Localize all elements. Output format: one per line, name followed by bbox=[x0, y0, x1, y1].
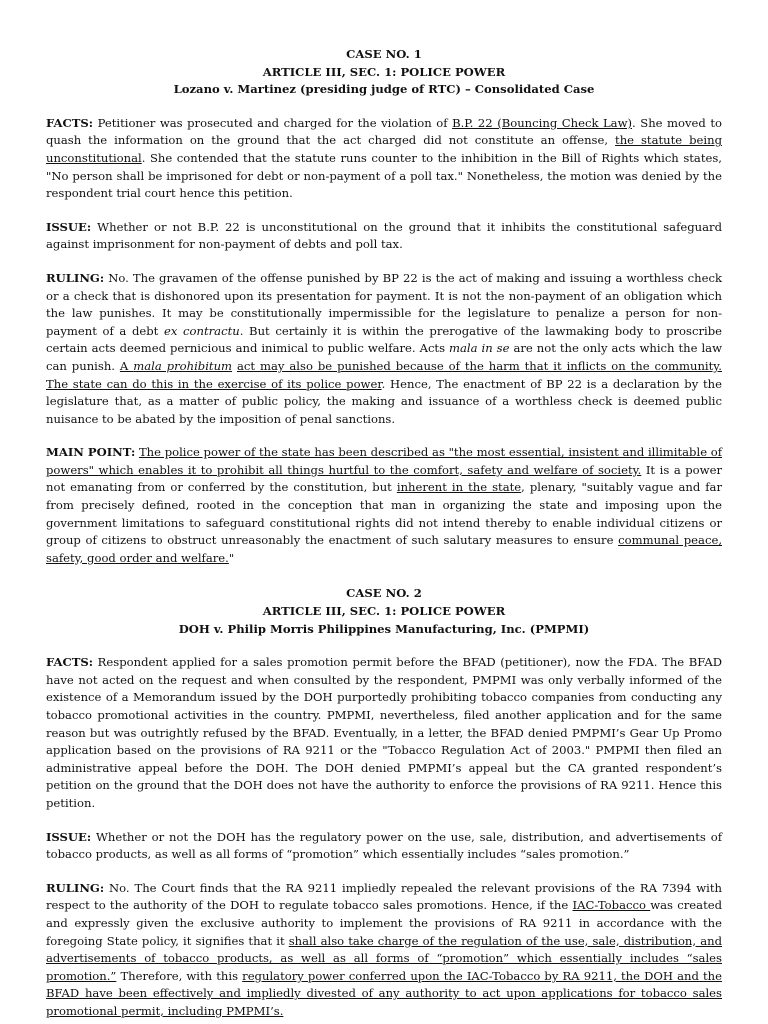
underlined-text: shall also take charge of the regulation of the use, sale, distribution, and advertisements of tobacco products, as well as all forms of “promotion” which essentially includes “sales promotion.” bbox=[46, 933, 722, 983]
case-1-number: CASE NO. 1 bbox=[346, 47, 422, 61]
underlined-text: B.P. 22 (Bouncing Check Law) bbox=[452, 115, 633, 130]
ruling-label: RULING: bbox=[46, 880, 105, 895]
underlined-text: act may also be punished because of the harm that it inflicts on the community. The state can do this in the exercise of its police power bbox=[46, 358, 722, 391]
underlined-text: inherent in the state bbox=[396, 480, 522, 495]
case-1-heading bbox=[46, 46, 722, 99]
underlined-text: The police power of the state has been described as "the most essential, insistent and illimitable of powers" which enables it to prohibit all things hurtful to the comfort, safety and welfare of society. bbox=[46, 445, 723, 477]
underlined-text: regulatory power conferred upon the IAC-Tobacco by RA 9211, the DOH and the BFAD have been effectively and impliedly divested of any authority to act upon applications for tobacco sales promotional permit, including PMPMI’s. bbox=[46, 968, 723, 1018]
case-2-facts: FACTS: Respondent applied for a sales promotion permit before the BFAD (petitioner), now the FDA. The BFAD have not acted on the request and when consulted by the respondent, PMPMI was only verbally informed of the existence of a Memorandum issued by the DOH purportedly prohibiting tobacco companies from conducting any tobacco promotional activities in the country. PMPMI, nevertheless, filed another application and for the same reason but was outrightly refused by the BFAD. Eventually, in a letter, the BFAD denied PMPMI’s Gear Up Promo application based on the provisions of RA 9211 or the "Tobacco Regulation Act of 2003." PMPMI then filed an administrative appeal before the DOH. The DOH denied PMPMI’s appeal but the CA granted respondent’s petition on the ground that the DOH does not have the authority to enforce the provisions of RA 9211. Hence this petition. bbox=[46, 655, 722, 810]
issue-label: ISSUE: bbox=[46, 219, 92, 234]
case-1-main-point: MAIN POINT: The police power of the state has been described as "the most essential, insistent and illimitable of powers" which enables it to prohibit all things hurtful to the comfort, safety and welfare of society. It is a power not emanating from or conferred by the constitution, but inherent in the state, plenary, "suitably vague and far from precisely defined, rooted in the conception that man in organizing the state and imposing upon the government limitations to safeguard constitutional rights did not intend thereby to enable individual citizens or group of citizens to obstruct unreasonably the enactment of such salutary measures to ensure communal peace, safety, good order and welfare." bbox=[46, 445, 723, 565]
case-2-title: DOH v. Philip Morris Philippines Manufacturing, Inc. (PMPMI) bbox=[178, 621, 590, 636]
case-2-ruling: RULING: No. The Court finds that the RA 9211 impliedly repealed the relevant provisions of the RA 7394 with respect to the authority of the DOH to regulate tobacco sales promotions. Hence, if the IAC-Tobacco was created and expressly given the exclusive authority to implement the provisions of RA 9211 in accordance with the foregoing State policy, it signifies that it shall also take charge of the regulation of the use, sale, distribution, and advertisements of tobacco products, as well as all forms of “promotion” which essentially includes “sales promotion.” Therefore, with this regulatory power conferred upon the IAC-Tobacco by RA 9211, the DOH and the BFAD have been effectively and impliedly divested of any authority to act upon applications for tobacco sales promotional permit, including PMPMI’s. bbox=[46, 880, 723, 1018]
case-1-article: ARTICLE III, SEC. 1: POLICE POWER bbox=[262, 64, 506, 79]
underlined-text: the statute being unconstitutional bbox=[46, 133, 723, 165]
italic-text: ex contractu bbox=[164, 323, 240, 338]
case-2-heading bbox=[46, 585, 722, 638]
case-2-issue: ISSUE: Whether or not the DOH has the regulatory power on the use, sale, distribution, and advertisements of tobacco products, as well as all forms of “promotion” which essentially includes “sales promotion.” bbox=[46, 829, 722, 862]
case-2-article: ARTICLE III, SEC. 1: POLICE POWER bbox=[262, 604, 506, 619]
issue-label: ISSUE: bbox=[46, 829, 92, 844]
italic-text: mala in se bbox=[449, 341, 510, 356]
case-1-facts: FACTS: Petitioner was prosecuted and charged for the violation of B.P. 22 (Bouncing Check Law). She moved to quash the information on the ground that the act charged did not constitute an offense, the statute being unconstitutional. She contended that the statute runs counter to the inhibition in the Bill of Rights which states, "No person shall be imprisoned for debt or non-payment of a poll tax." Nonetheless, the motion was denied by the respondent trial court hence this petition. bbox=[46, 115, 723, 201]
case-1-title: Lozano v. Martinez (presiding judge of RTC) – Consolidated Case bbox=[173, 82, 595, 97]
underlined-text: IAC-Tobacco bbox=[572, 898, 651, 913]
underlined-text: communal peace, safety, good order and welfare. bbox=[46, 533, 722, 565]
underlined-text: A mala prohibitum bbox=[119, 358, 233, 373]
case-1-ruling: RULING: No. The gravamen of the offense punished by BP 22 is the act of making and issuing a worthless check or a check that is dishonored upon its presentation for payment. It is not the non-payment of an obligation which the law punishes. It may be constitutionally impermissible for the legislature to penalize a person for non-payment of a debt ex contractu. But certainly it is within the prerogative of the lawmaking body to proscribe certain acts deemed pernicious and inimical to public welfare. Acts mala in se are not the only acts which the law can punish. A mala prohibitum act may also be punished because of the harm that it inflicts on the community. The state can do this in the exercise of its police power. Hence, The enactment of BP 22 is a declaration by the legislature that, as a matter of public policy, the making and issuance of a worthless check is deemed public nuisance to be abated by the imposition of penal sanctions. bbox=[46, 270, 722, 426]
facts-label: FACTS: bbox=[46, 655, 94, 670]
case-2-number: CASE NO. 2 bbox=[346, 586, 422, 601]
facts-label: FACTS: bbox=[46, 115, 94, 130]
case-1-issue: ISSUE: Whether or not B.P. 22 is unconstitutional on the ground that it inhibits the constitutional safeguard against imprisonment for non-payment of debts and poll tax. bbox=[46, 219, 722, 252]
ruling-label: RULING: bbox=[46, 270, 105, 285]
main-point-label: MAIN POINT: bbox=[46, 445, 136, 460]
